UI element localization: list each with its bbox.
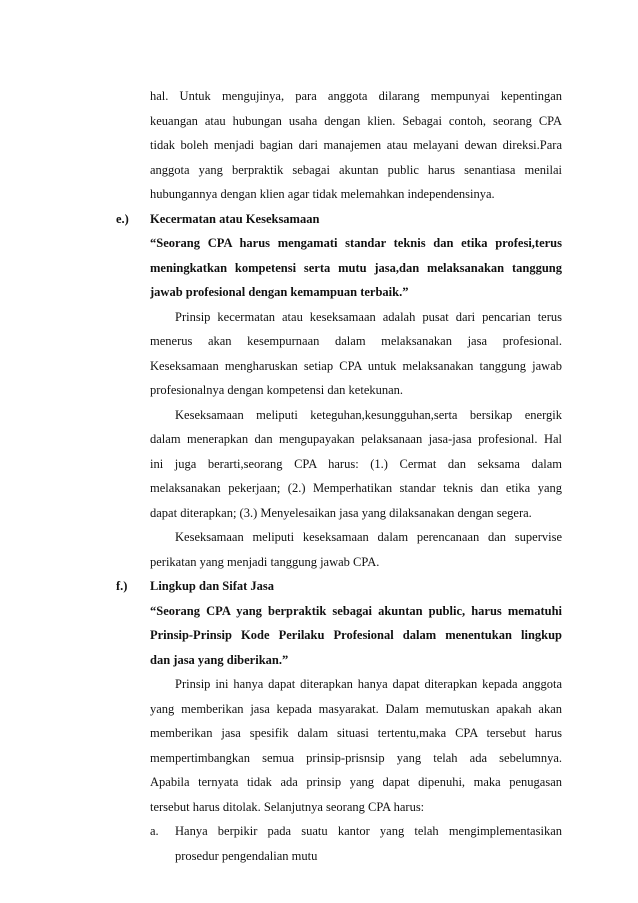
text-line: Prinsip ini hanya dapat diterapkan hanya dapat diterapkan kepada anggota <box>175 677 562 691</box>
quote-line: Prinsip-Prinsip Kode Perilaku Profesional dalam menentukan lingkup <box>150 628 562 642</box>
text-line: Keseksamaan meliputi keteguhan,kesungguhan,serta bersikap energik <box>175 407 562 422</box>
quote-line: jawab profesional dengan kemampuan terbaik.” <box>150 285 409 299</box>
text-line: memberikan jasa spesifik dalam situasi tertentu,maka CPA tersebut harus <box>150 726 562 740</box>
text-line: yang memberikan jasa kepada masyarakat. Dalam memutuskan apakah akan <box>150 701 562 716</box>
list-marker-a: a. <box>150 824 159 838</box>
text-line: ini juga berarti,seorang CPA harus: (1.) Cermat dan seksama dalam <box>150 456 562 471</box>
text-line: Keseksamaan mengharuskan setiap CPA untuk melaksanakan tanggung jawab <box>150 358 562 373</box>
text-line: hubungannya dengan klien agar tidak melemahkan independensinya. <box>150 187 495 201</box>
quote-line: meningkatkan kompetensi serta mutu jasa,dan melaksanakan tanggung <box>150 260 562 275</box>
text-line: hal. Untuk mengujinya, para anggota dilarang mempunyai kepentingan <box>150 89 562 103</box>
section-heading-f: Lingkup dan Sifat Jasa <box>150 579 275 593</box>
text-line: dalam menerapkan dan mengupayakan pelaksanaan jasa-jasa profesional. Hal <box>150 432 562 446</box>
list-item-line: prosedur pengendalian mutu <box>175 848 318 863</box>
quote-line: “Seorang CPA harus mengamati standar teknis dan etika profesi,terus <box>150 236 562 250</box>
list-item-line: Hanya berpikir pada suatu kantor yang telah mengimplementasikan <box>175 824 562 838</box>
text-line: Apabila ternyata tidak ada prinsip yang dapat dipenuhi, maka penugasan <box>150 775 562 789</box>
section-heading-e: Kecermatan atau Keseksamaan <box>150 211 320 226</box>
text-line: profesionalnya dengan kompetensi dan ketekunan. <box>150 383 404 397</box>
text-line: tersebut harus ditolak. Selanjutnya seorang CPA harus: <box>150 799 425 814</box>
text-line: Prinsip kecermatan atau keseksamaan adalah pusat dari pencarian terus <box>175 309 562 324</box>
section-marker-f: f.) <box>116 579 128 593</box>
quote-line: “Seorang CPA yang berpraktik sebagai akuntan public, harus mematuhi <box>150 603 562 618</box>
text-line: perikatan yang menjadi tanggung jawab CPA. <box>150 554 380 569</box>
section-marker-e: e.) <box>116 211 129 226</box>
text-line: tidak boleh menjadi bagian dari manajemen atau melayani dewan direksi.Para <box>150 138 562 152</box>
text-line: dapat diterapkan; (3.) Menyelesaikan jasa yang dilaksanakan dengan segera. <box>150 505 532 520</box>
text-line: melaksanakan pekerjaan; (2.) Memperhatikan standar teknis dan etika yang <box>150 481 562 495</box>
text-line: Keseksamaan meliputi keseksamaan dalam perencanaan dan supervise <box>175 530 562 544</box>
text-line: menerus akan kesempurnaan dalam melaksanakan jasa profesional. <box>150 334 562 348</box>
text-line: anggota yang berpraktik sebagai akuntan public harus senantiasa menilai <box>150 162 562 177</box>
text-line: keuangan atau hubungan usaha dengan klien. Sebagai contoh, seorang CPA <box>150 113 562 128</box>
quote-line: dan jasa yang diberikan.” <box>150 652 289 667</box>
text-line: mempertimbangkan semua prinsip-prisnsip yang telah ada sebelumnya. <box>150 750 562 765</box>
